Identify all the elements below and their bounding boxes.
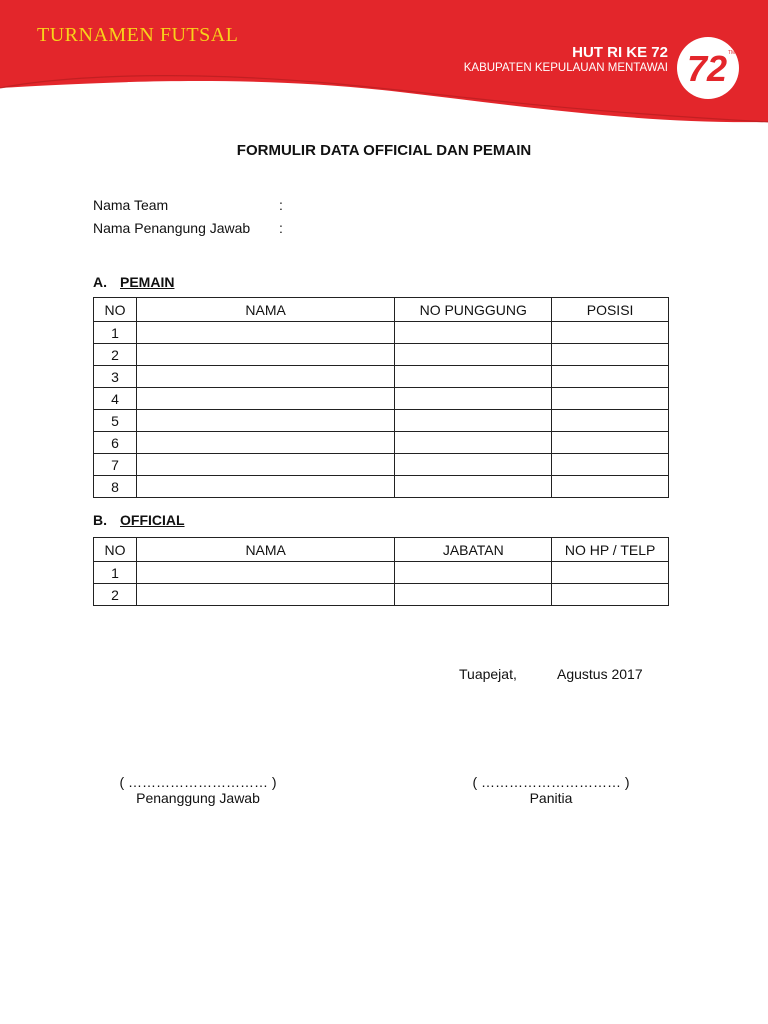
phone-cell[interactable] [552, 562, 669, 584]
row-number: 7 [94, 454, 137, 476]
row-number: 5 [94, 410, 137, 432]
posisi-cell[interactable] [552, 366, 669, 388]
table-row [94, 366, 669, 388]
pemain-table [93, 297, 669, 498]
column-header: NO HP / TELP [552, 538, 669, 562]
place-label: Tuapejat, [459, 666, 517, 682]
nama-cell[interactable] [136, 410, 394, 432]
column-header: NAMA [136, 298, 394, 322]
table-row [94, 432, 669, 454]
nama-cell[interactable] [136, 344, 394, 366]
signature-line-right: ( ………………………… ) [472, 774, 630, 790]
column-header: NO PUNGGUNG [395, 298, 552, 322]
table-row [94, 476, 669, 498]
posisi-cell[interactable] [552, 454, 669, 476]
no-punggung-cell[interactable] [395, 344, 552, 366]
posisi-cell[interactable] [552, 410, 669, 432]
section-a-heading [93, 274, 174, 290]
date-label: Agustus 2017 [557, 666, 643, 682]
team-name-colon: : [279, 197, 283, 213]
nama-cell[interactable] [136, 584, 394, 606]
table-header-row [94, 298, 669, 322]
row-number: 6 [94, 432, 137, 454]
svg-text:72: 72 [686, 48, 728, 89]
signature-name-left: Penanggung Jawab [136, 790, 260, 806]
column-header: POSISI [552, 298, 669, 322]
row-number: 4 [94, 388, 137, 410]
posisi-cell[interactable] [552, 476, 669, 498]
section-a-title: PEMAIN [120, 274, 175, 290]
no-punggung-cell[interactable] [395, 410, 552, 432]
table-row [94, 562, 669, 584]
row-number: 1 [94, 322, 137, 344]
no-punggung-cell[interactable] [395, 454, 552, 476]
section-a-letter: A. [93, 274, 107, 290]
table-row [94, 454, 669, 476]
nama-cell[interactable] [136, 454, 394, 476]
posisi-cell[interactable] [552, 322, 669, 344]
team-name-row [93, 197, 283, 213]
pj-name-label: Nama Penangung Jawab [93, 220, 251, 236]
column-header: NAMA [136, 538, 394, 562]
form-title: FORMULIR DATA OFFICIAL DAN PEMAIN [236, 142, 532, 159]
no-punggung-cell[interactable] [395, 476, 552, 498]
posisi-cell[interactable] [552, 388, 669, 410]
svg-text:TM: TM [728, 50, 736, 56]
row-number: 3 [94, 366, 137, 388]
row-number: 8 [94, 476, 137, 498]
section-b-title: OFFICIAL [120, 512, 185, 528]
section-b-heading [93, 512, 185, 528]
table-row [94, 344, 669, 366]
nama-cell[interactable] [136, 476, 394, 498]
jabatan-cell[interactable] [395, 562, 552, 584]
official-table [93, 537, 669, 606]
event-title: TURNAMEN FUTSAL [37, 24, 239, 46]
table-row [94, 584, 669, 606]
table-row [94, 388, 669, 410]
column-header: NO [94, 298, 137, 322]
pj-name-row [93, 220, 283, 236]
team-name-label: Nama Team [93, 197, 169, 213]
section-b-letter: B. [93, 512, 107, 528]
hut-title: HUT RI KE 72 [572, 44, 668, 61]
signature-name-right: Panitia [529, 790, 573, 806]
nama-cell[interactable] [136, 562, 394, 584]
column-header: NO [94, 538, 137, 562]
pj-name-colon: : [279, 220, 283, 236]
phone-cell[interactable] [552, 584, 669, 606]
posisi-cell[interactable] [552, 344, 669, 366]
column-header: JABATAN [395, 538, 552, 562]
hut-72-logo [676, 36, 740, 100]
row-number: 1 [94, 562, 137, 584]
table-row [94, 410, 669, 432]
jabatan-cell[interactable] [395, 584, 552, 606]
no-punggung-cell[interactable] [395, 322, 552, 344]
signature-line-left: ( ………………………… ) [119, 774, 277, 790]
posisi-cell[interactable] [552, 432, 669, 454]
nama-cell[interactable] [136, 388, 394, 410]
table-header-row [94, 538, 669, 562]
row-number: 2 [94, 584, 137, 606]
row-number: 2 [94, 344, 137, 366]
nama-cell[interactable] [136, 366, 394, 388]
region-subtitle: KABUPATEN KEPULAUAN MENTAWAI [463, 62, 668, 74]
no-punggung-cell[interactable] [395, 366, 552, 388]
no-punggung-cell[interactable] [395, 432, 552, 454]
nama-cell[interactable] [136, 322, 394, 344]
nama-cell[interactable] [136, 432, 394, 454]
no-punggung-cell[interactable] [395, 388, 552, 410]
table-row [94, 322, 669, 344]
